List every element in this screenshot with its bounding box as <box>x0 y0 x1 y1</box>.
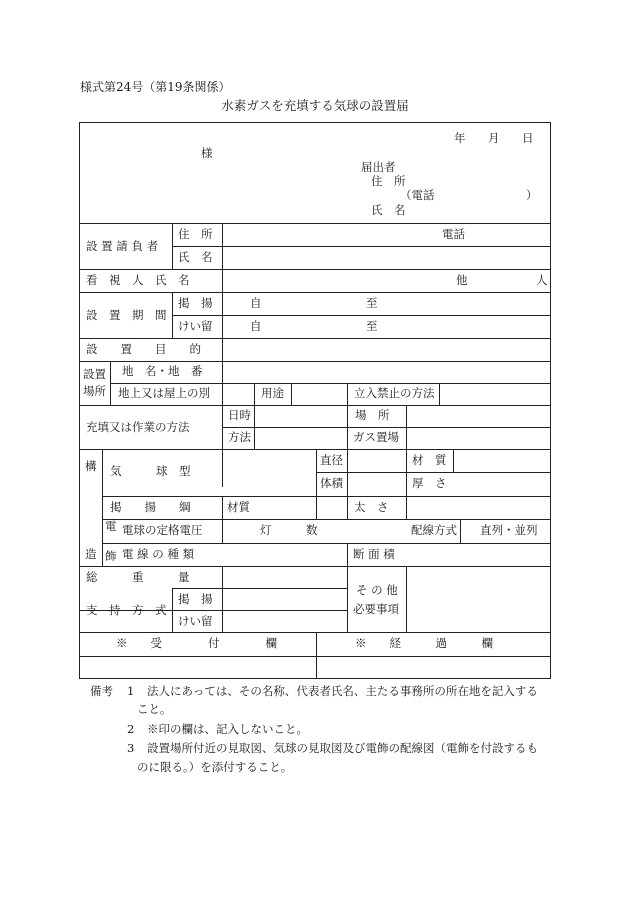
total-weight-label: 総 重 量 <box>86 570 190 584</box>
col-line <box>316 632 317 678</box>
row-line <box>172 315 550 316</box>
col-line <box>291 383 292 405</box>
applicant-name-label: 氏 名 <box>371 203 406 217</box>
notes-label: 備考 <box>90 684 113 698</box>
rope-thickness-label: 太 さ <box>354 500 389 514</box>
col-line <box>347 496 348 519</box>
contractor-phone-label: 電話 <box>442 227 465 241</box>
reception-column-label: ※ 受 付 欄 <box>116 636 277 650</box>
progress-column-label: ※ 経 過 欄 <box>355 636 493 650</box>
contractor-name-label: 氏 名 <box>178 250 213 264</box>
application-form-table <box>79 122 551 679</box>
filling-method-label: 充填又は作業の方法 <box>86 420 190 434</box>
col-line <box>347 566 348 632</box>
col-line <box>222 496 223 543</box>
col-line <box>406 496 407 519</box>
col-line <box>102 449 103 566</box>
row-line <box>80 223 550 224</box>
volume-label: 体積 <box>320 476 343 490</box>
col-line <box>254 405 255 449</box>
row-line <box>80 361 550 362</box>
col-line <box>110 361 111 405</box>
support-raise-label: 掲 揚 <box>178 592 213 606</box>
date-month: 月 <box>488 131 500 145</box>
support-method-label: 支 持 方 式 <box>86 603 167 617</box>
note-2-number: 2 <box>127 722 135 736</box>
watcher-name-label: 看 視 人 氏 名 <box>86 273 190 287</box>
row-line <box>80 405 550 406</box>
col-line <box>406 449 407 496</box>
no-entry-label: 立入禁止の方法 <box>354 386 435 400</box>
row-line <box>222 427 550 428</box>
structure-label-1: 構 <box>85 459 97 473</box>
ground-or-roof-label: 地上又は屋上の別 <box>118 386 210 400</box>
col-line <box>347 405 348 449</box>
wiring-method-label: 配線方式 <box>411 523 457 537</box>
row-line <box>102 519 550 520</box>
watcher-persons-label: 人 <box>536 273 548 287</box>
filling-place-label: 場 所 <box>355 408 390 422</box>
install-place-label-1: 設置 <box>83 367 106 381</box>
moor-label: けい留 <box>178 319 213 333</box>
col-line <box>347 449 348 496</box>
col-line <box>406 566 407 632</box>
raise-rope-label: 掲 揚 綱 <box>110 500 191 514</box>
row-line <box>80 656 550 657</box>
raise-to: 至 <box>366 296 378 310</box>
raise-from: 自 <box>250 296 262 310</box>
row-line <box>102 496 550 497</box>
balloon-material-label: 材 質 <box>412 453 447 467</box>
col-line <box>406 405 407 449</box>
support-moor-label: けい留 <box>178 614 213 628</box>
row-line <box>110 383 550 384</box>
filling-method-sub-label: 方法 <box>228 430 251 444</box>
document-title: 水素ガスを充填する気球の設置届 <box>221 98 409 113</box>
decoration-label-2: 飾 <box>105 549 117 563</box>
date-day: 日 <box>522 131 534 145</box>
diameter-label: 直径 <box>320 453 343 467</box>
watcher-others-label: 他 <box>456 273 468 287</box>
col-line <box>347 383 348 405</box>
install-period-label: 設 置 期 間 <box>86 308 167 322</box>
col-line <box>172 588 173 632</box>
wire-type-label: 電 線 の 種 類 <box>122 547 195 561</box>
col-line <box>460 519 461 543</box>
row-line <box>102 543 550 544</box>
moor-from: 自 <box>250 319 262 333</box>
applicant-address-label: 住 所 <box>371 174 406 188</box>
row-line <box>172 246 550 247</box>
series-parallel-value: 直列・並列 <box>480 523 538 537</box>
lot-label: 地 名・地 番 <box>122 364 203 378</box>
date-year: 年 <box>454 131 466 145</box>
other-required-label-1: そ の 他 <box>356 583 398 597</box>
usage-label: 用途 <box>261 386 284 400</box>
rated-voltage-label: 電球の定格電圧 <box>122 523 203 537</box>
col-line <box>316 496 317 519</box>
purpose-label: 設 置 目 的 <box>86 342 201 356</box>
row-line <box>80 338 550 339</box>
moor-to: 至 <box>366 319 378 333</box>
contractor-label: 設 置 請 負 者 <box>86 239 159 253</box>
col-line <box>222 223 223 487</box>
raise-label: 掲 揚 <box>178 296 213 310</box>
note-1-text: 法人にあっては、その名称、代表者氏名、主たる事務所の所在地を記入する <box>147 684 538 698</box>
col-line <box>453 449 454 472</box>
col-line <box>347 543 348 566</box>
note-2-text: ※印の欄は、記入しないこと。 <box>147 722 308 736</box>
cross-section-label: 断 面 積 <box>353 547 395 561</box>
row-line <box>80 632 550 633</box>
col-line <box>222 566 223 632</box>
row-line <box>316 472 550 473</box>
note-1-text-cont: こと。 <box>137 702 172 716</box>
col-line <box>172 223 173 269</box>
other-required-label-2: 必要事項 <box>353 602 399 616</box>
row-line <box>172 588 347 589</box>
col-line <box>172 292 173 338</box>
applicant-label: 届出者 <box>361 160 396 174</box>
row-line <box>80 292 550 293</box>
note-1-number: 1 <box>127 684 135 698</box>
col-line <box>254 383 255 405</box>
form-number: 様式第24号（第19条関係） <box>80 80 231 94</box>
col-line <box>439 383 440 405</box>
balloon-thickness-label: 厚 さ <box>412 476 447 490</box>
gas-storage-label: ガス置場 <box>353 430 399 444</box>
install-place-label-2: 場所 <box>83 384 106 398</box>
contractor-address-label: 住 所 <box>178 227 213 241</box>
note-3-text: 設置場所付近の見取図、気球の見取図及び電飾の配線図（電飾を付設するも <box>147 741 538 755</box>
lamp-count-label: 灯 数 <box>260 523 318 537</box>
rope-material-label: 材質 <box>227 500 250 514</box>
addressee-suffix: 様 <box>201 146 213 160</box>
decoration-label-1: 電 <box>105 519 117 533</box>
applicant-phone-close: ） <box>526 188 538 202</box>
balloon-type-label: 気 球 型 <box>110 464 191 478</box>
col-line <box>316 449 317 496</box>
row-line <box>80 449 550 450</box>
row-line <box>80 566 550 567</box>
row-line <box>80 269 550 270</box>
filling-datetime-label: 日時 <box>228 408 251 422</box>
structure-label-2: 造 <box>85 547 97 561</box>
applicant-phone-label: （電話 <box>400 188 435 202</box>
note-3-text-cont: のに限る。）を添付すること。 <box>137 760 293 774</box>
note-3-number: 3 <box>127 741 135 755</box>
